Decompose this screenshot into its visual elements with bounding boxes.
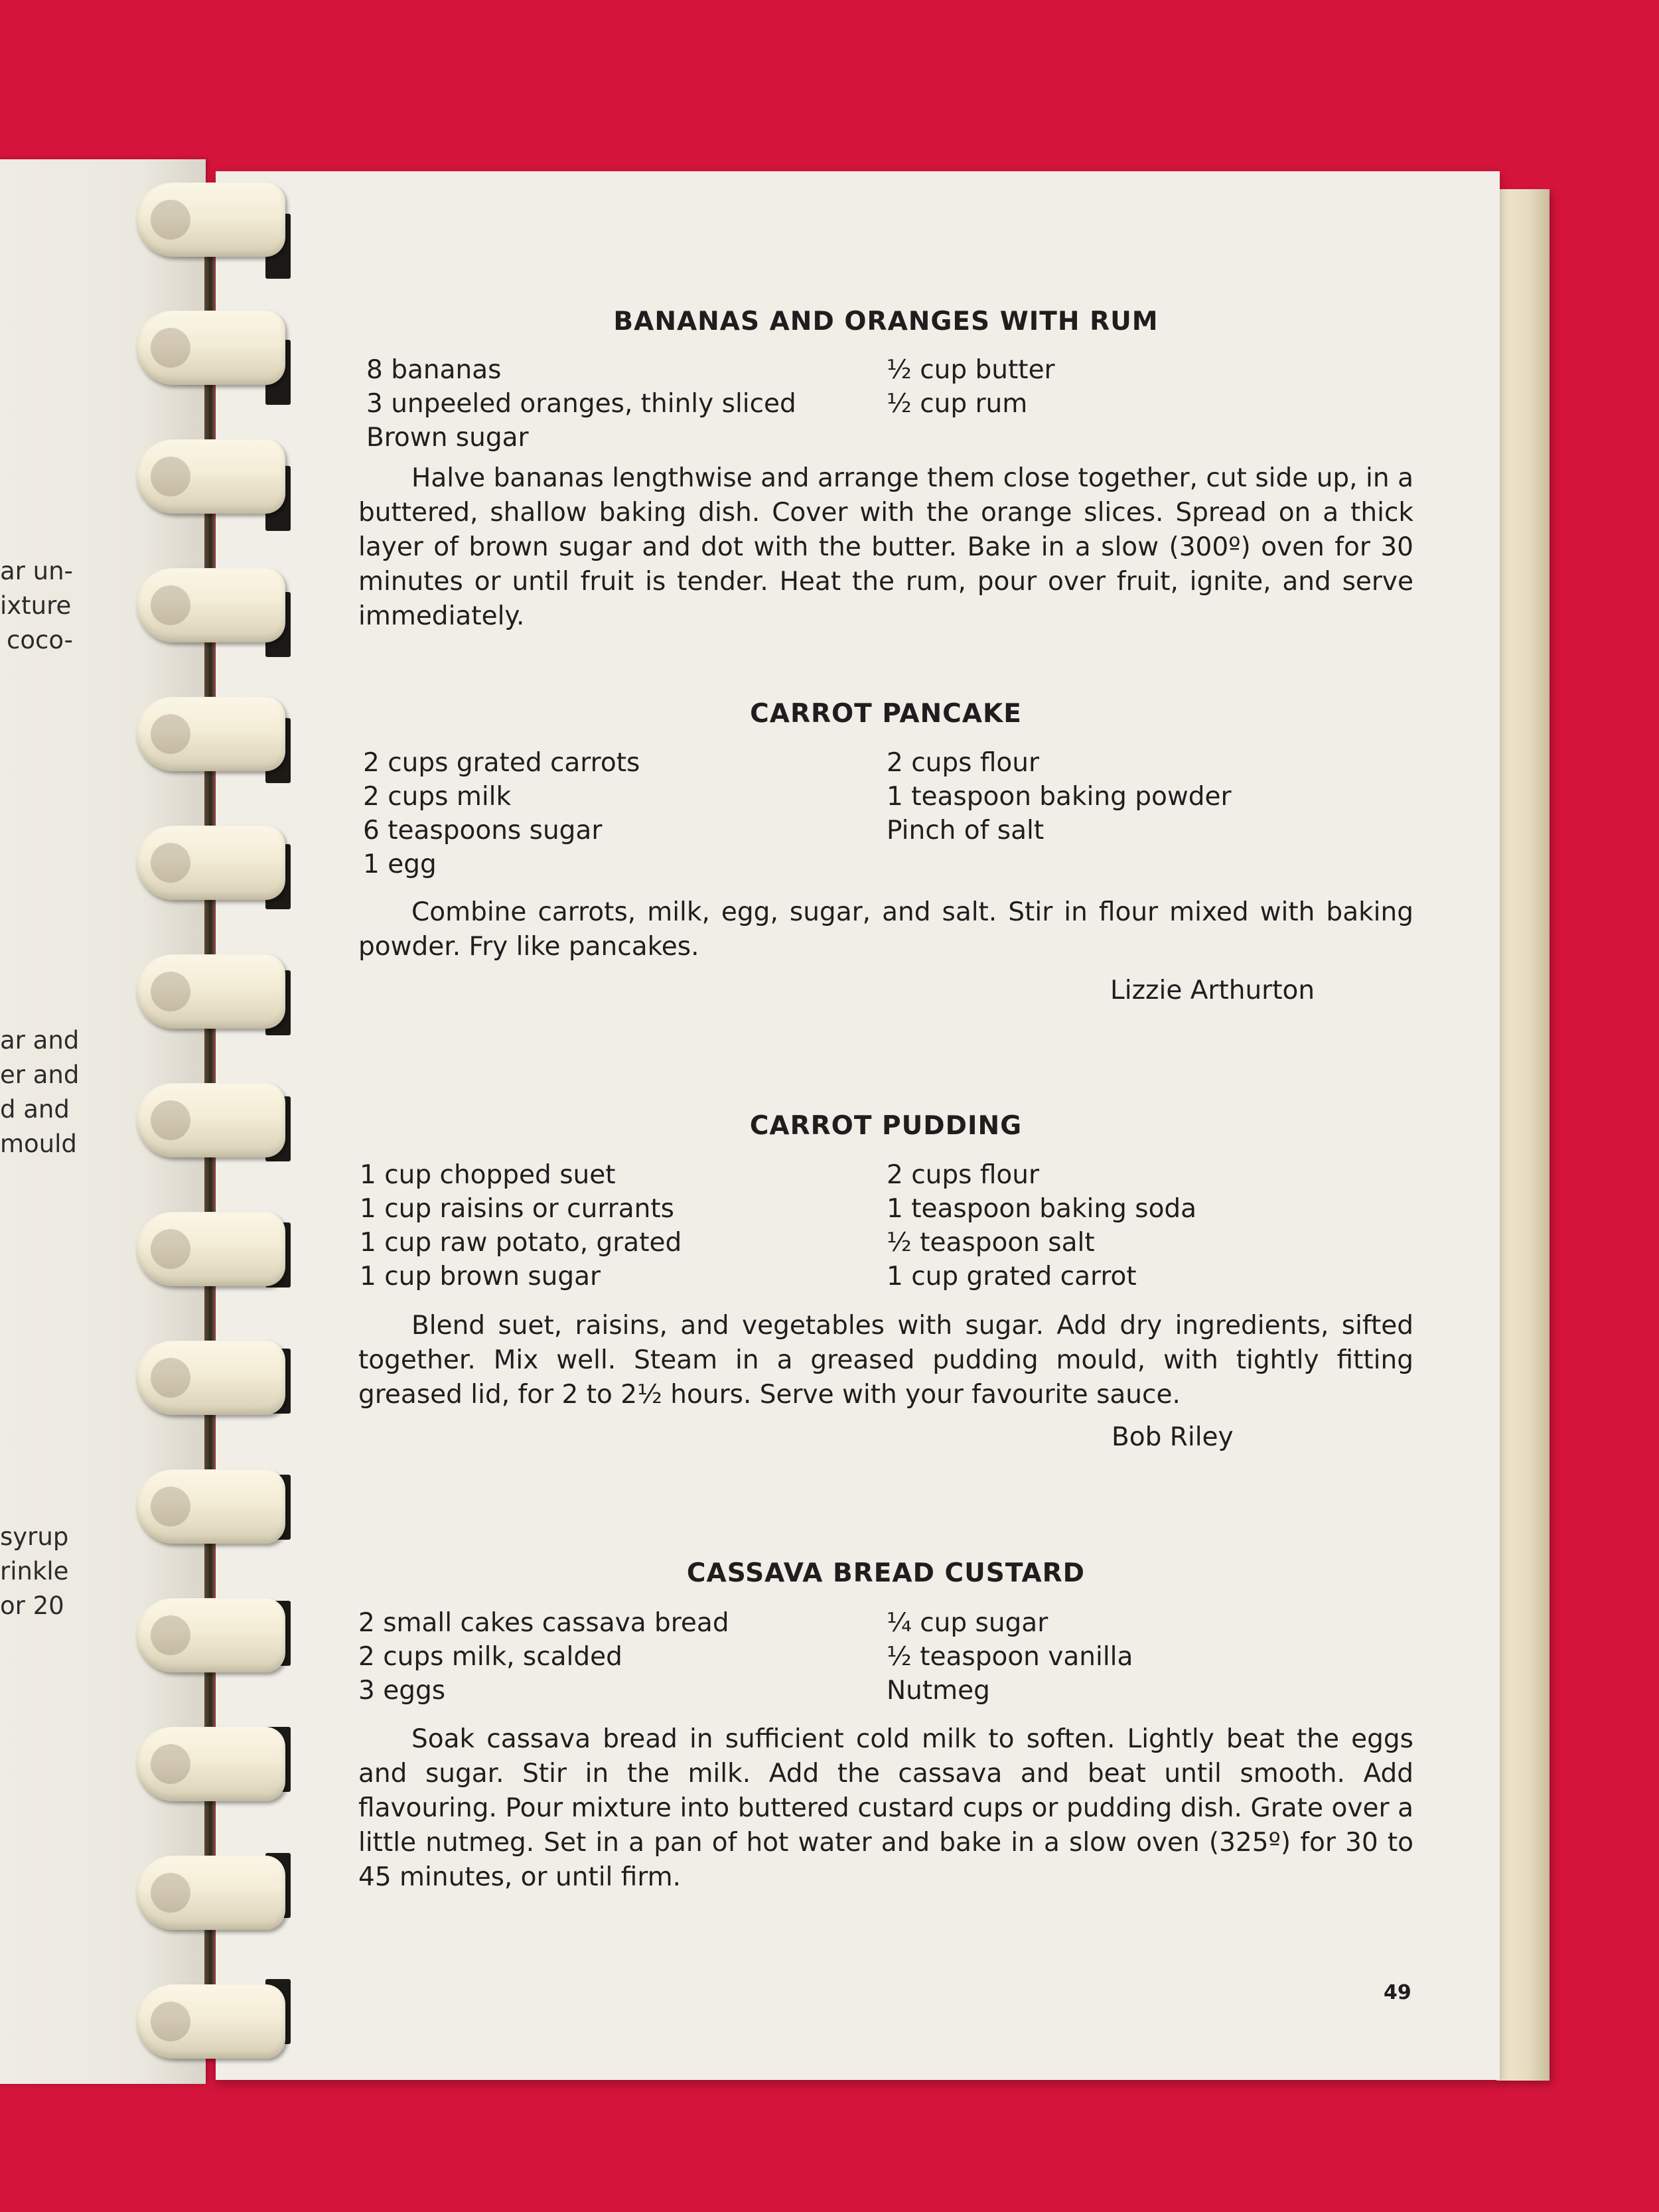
ingredient: 2 cups flour: [887, 1160, 1040, 1190]
left-page-fragment: mould: [0, 1130, 77, 1158]
ingredient-list-left: [363, 746, 640, 881]
recipe-method: Soak cassava bread in sufficient cold milk to soften. Lightly beat the eggs and sugar. Stir in the milk. Add the cassava and beat until smooth. Add flavouring. Pour mixture into buttered custard cups or pudding dish. Grate over a little nutmeg. Set in a pan of hot water and bake in a slow oven (325º) for 30 to 45 minutes, or until firm.: [358, 1724, 1413, 1892]
binding-coil: [136, 568, 285, 642]
ingredient: ½ cup rum: [887, 389, 1028, 419]
ingredient: 2 cups milk, scalded: [358, 1642, 622, 1672]
binding-coil: [136, 1856, 285, 1930]
left-page-fragment: coco-: [7, 626, 73, 654]
ingredient: 6 teaspoons sugar: [363, 816, 603, 846]
ingredient: 2 cups milk: [363, 782, 512, 812]
ingredient-list-left: [358, 1606, 729, 1708]
ingredient: ¼ cup sugar: [887, 1608, 1048, 1638]
binding-coil: [136, 826, 285, 900]
recipe-title: CASSAVA BREAD CUSTARD: [686, 1558, 1086, 1588]
ingredient: 3 eggs: [358, 1676, 446, 1706]
left-page-fragment: ixture: [0, 591, 72, 620]
binding-coil: [136, 1984, 285, 2059]
ingredient: 3 unpeeled oranges, thinly sliced: [366, 389, 796, 419]
ingredient: 8 bananas: [366, 355, 502, 385]
page-number: 49: [1384, 1981, 1411, 2004]
ingredient: ½ teaspoon vanilla: [887, 1642, 1133, 1672]
recipe-method: Halve bananas lengthwise and arrange them close together, cut side up, in a buttered, shallow baking dish. Cover with the orange slices. Spread on a thick layer of brown sugar and dot with the butter. Bake in a slow (300º) oven for 30 minutes or until fruit is tender. Heat the rum, pour over fruit, ignite, and serve immediately.: [358, 463, 1413, 631]
binding-coil: [136, 311, 285, 385]
left-page-fragment: er and: [0, 1061, 80, 1089]
ingredient: Pinch of salt: [887, 816, 1045, 846]
ingredient: 1 cup raw potato, grated: [360, 1228, 682, 1258]
ingredient: Brown sugar: [366, 423, 529, 453]
ingredient-list-left: [366, 353, 796, 455]
left-page-fragment: ar and: [0, 1026, 80, 1055]
binding-coil: [136, 439, 285, 514]
recipe-title: CARROT PANCAKE: [750, 699, 1022, 729]
ingredient: 1 egg: [363, 849, 437, 879]
binding-coil: [136, 1212, 285, 1286]
ingredient: ½ cup butter: [887, 355, 1055, 385]
ingredient-list-right: [887, 353, 1055, 421]
ingredient: Nutmeg: [887, 1676, 990, 1706]
recipe-method: Blend suet, raisins, and vegetables with sugar. Add dry ingredients, sifted together. Mix well. Steam in a greased pudding mould, with tightly fitting greased lid, for 2 to 2½ hours. Serve with your favourite sauce.: [358, 1311, 1413, 1410]
binding-coil: [136, 1469, 285, 1544]
binding-coil: [136, 1341, 285, 1415]
page-block-edge: [1496, 189, 1550, 2081]
recipe-title: CARROT PUDDING: [749, 1111, 1023, 1141]
left-page-fragment: d and: [0, 1095, 70, 1124]
binding-coil: [136, 1598, 285, 1672]
ingredient-list-left: [360, 1158, 682, 1293]
ingredient-list-right: [887, 1158, 1196, 1293]
recipe-title: BANANAS AND ORANGES WITH RUM: [613, 307, 1159, 336]
ingredient: 2 cups flour: [887, 748, 1040, 778]
recipe-attribution: Lizzie Arthurton: [1110, 976, 1315, 1005]
binding-coil: [136, 697, 285, 771]
ingredient-list-right: [887, 746, 1232, 848]
ingredient: 2 small cakes cassava bread: [358, 1608, 729, 1638]
ingredient-list-right: [887, 1606, 1133, 1708]
binding-coil: [136, 1727, 285, 1801]
ingredient: 1 teaspoon baking soda: [887, 1194, 1197, 1224]
left-page-fragment: ar un-: [0, 557, 73, 585]
ingredient: 1 cup raisins or currants: [360, 1194, 674, 1224]
binding-coil: [136, 1083, 285, 1157]
ingredient: 1 cup grated carrot: [887, 1262, 1137, 1291]
left-page-fragment: syrup: [0, 1522, 69, 1551]
recipe-attribution: Bob Riley: [1112, 1422, 1234, 1452]
left-page-fragment: rinkle: [0, 1557, 69, 1585]
binding-coil: [136, 954, 285, 1029]
ingredient: 2 cups grated carrots: [363, 748, 640, 778]
binding-coil: [136, 183, 285, 257]
ingredient: 1 teaspoon baking powder: [887, 782, 1232, 812]
ingredient: ½ teaspoon salt: [887, 1228, 1095, 1258]
ingredient: 1 cup brown sugar: [360, 1262, 601, 1291]
recipe-method: Combine carrots, milk, egg, sugar, and salt. Stir in flour mixed with baking powder. Fry like pancakes.: [358, 897, 1413, 962]
ingredient: 1 cup chopped suet: [360, 1160, 616, 1190]
left-page-fragment: or 20: [0, 1591, 64, 1620]
